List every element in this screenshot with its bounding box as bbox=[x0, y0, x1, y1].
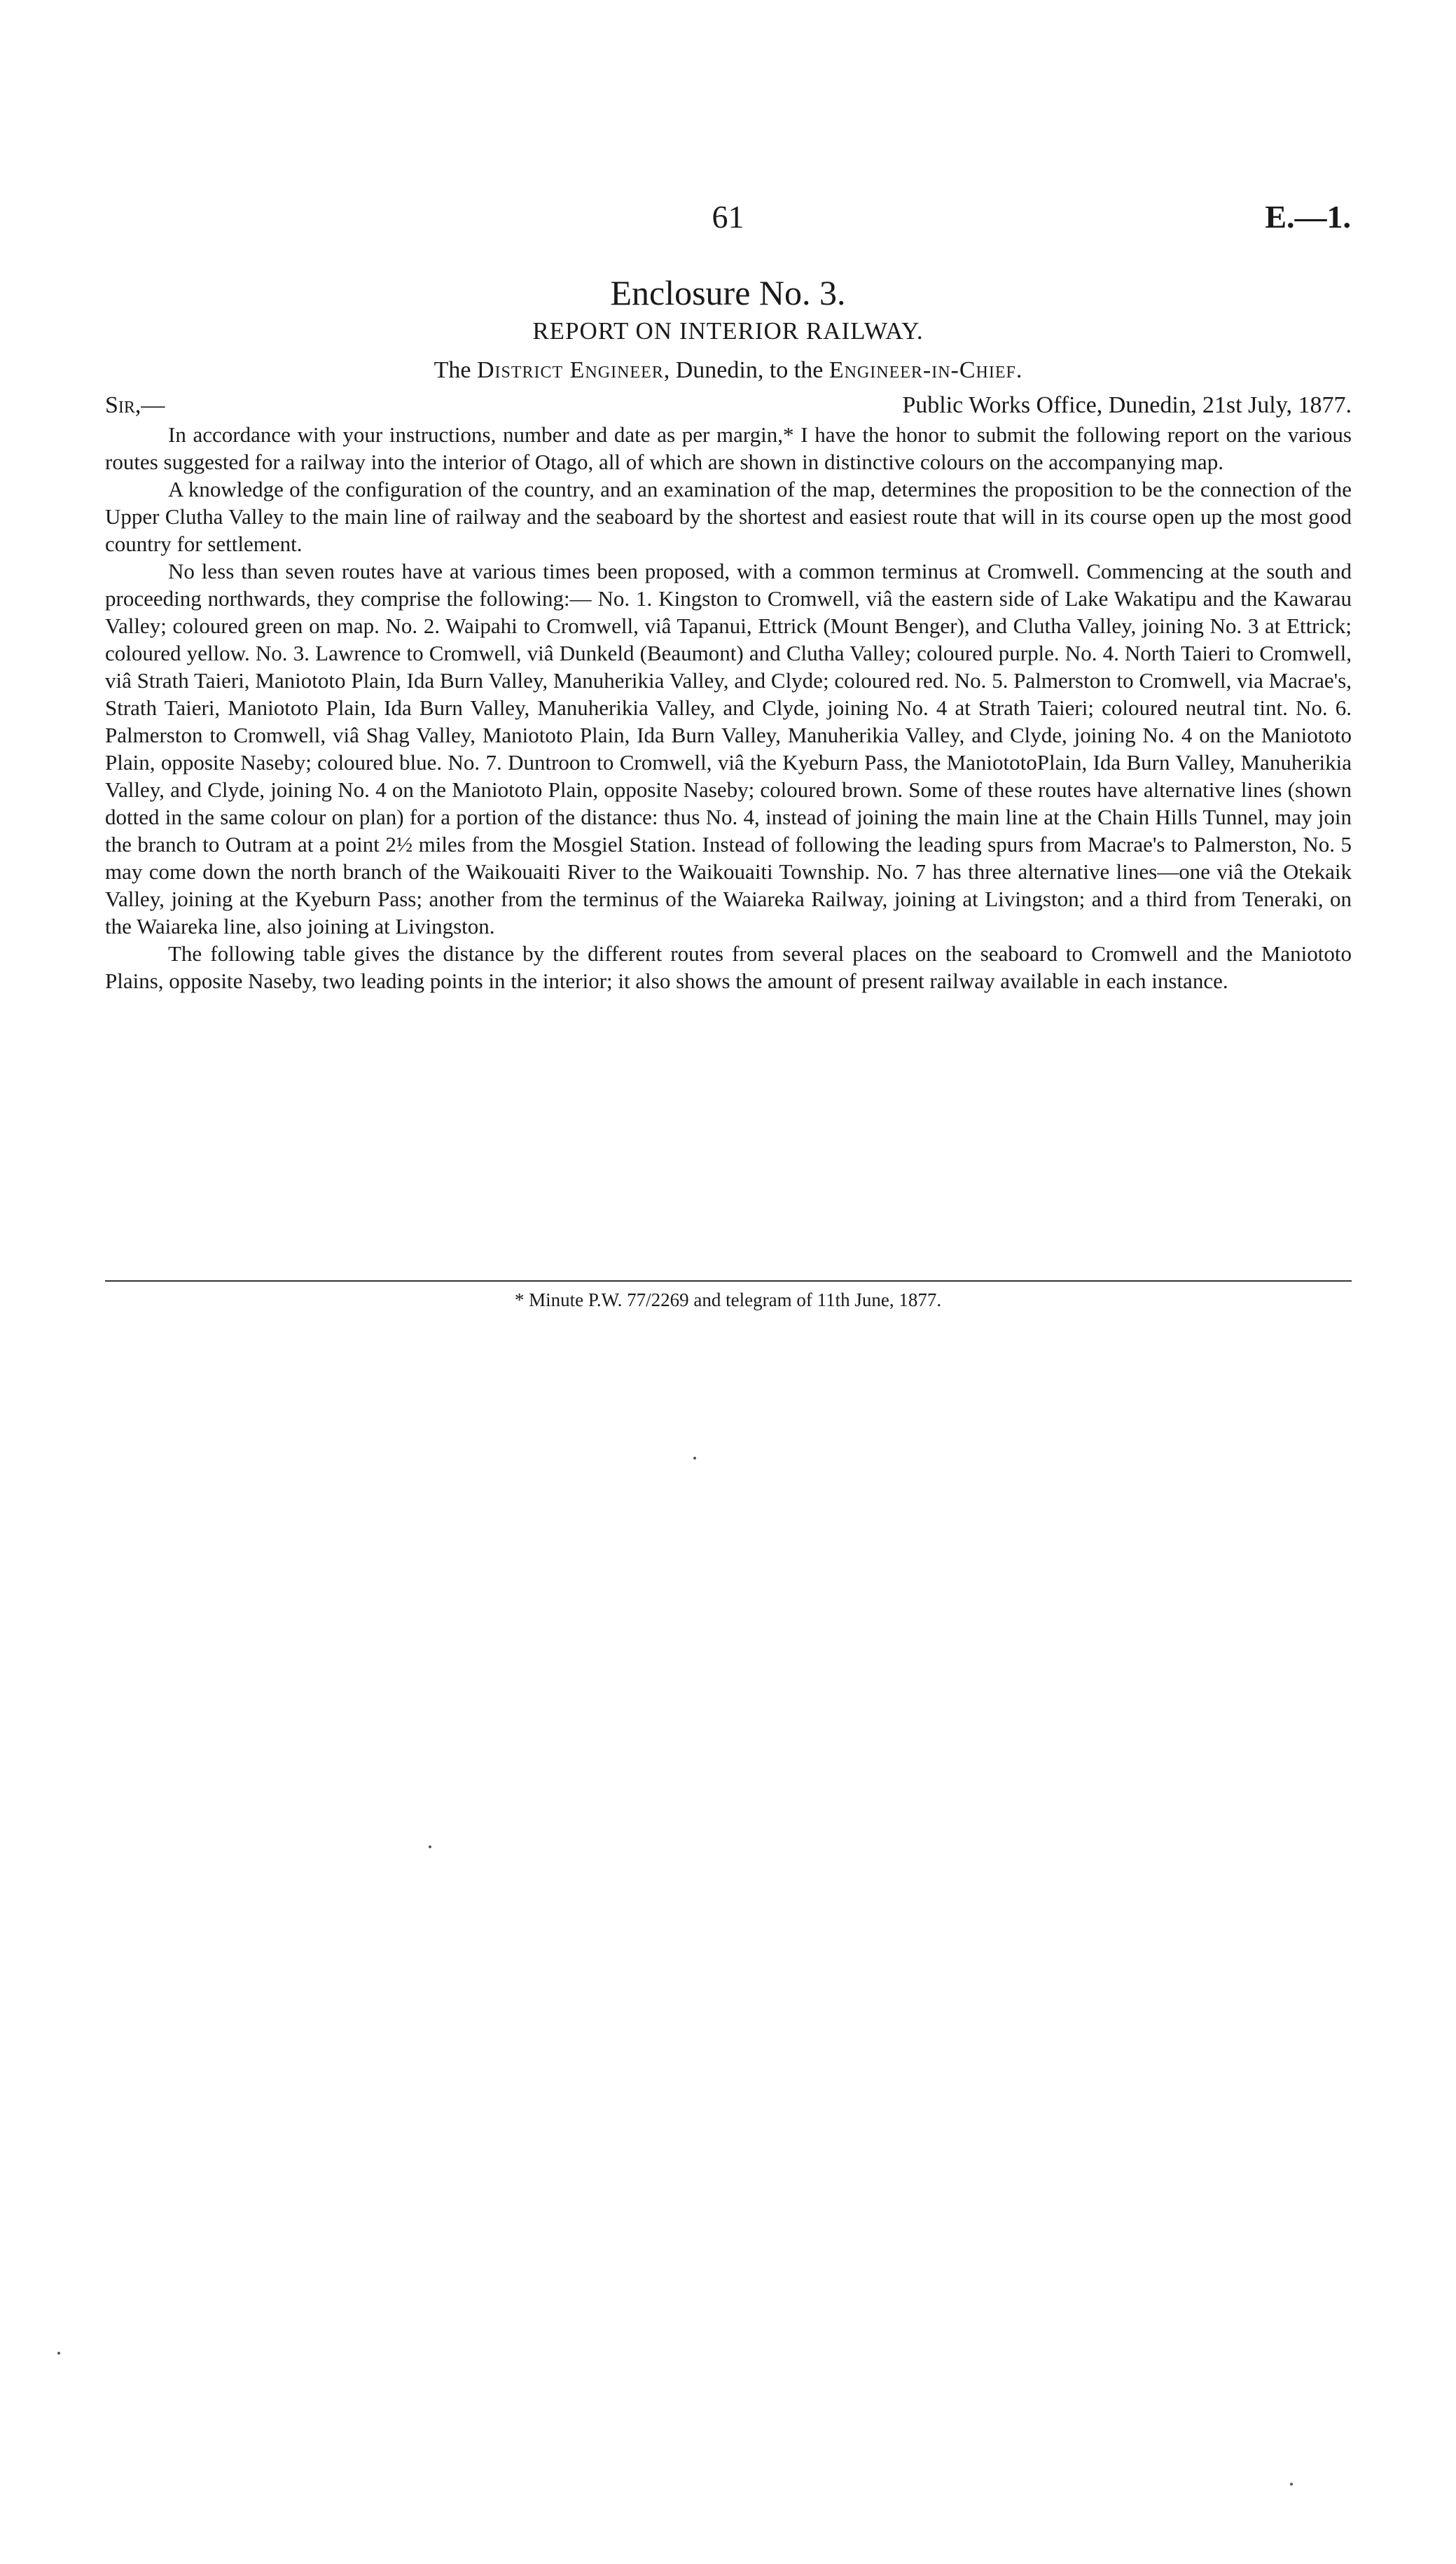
dateline: Public Works Office, Dunedin, 21st July, 1877. bbox=[902, 392, 1352, 418]
paper-speck bbox=[429, 1845, 431, 1848]
paper-speck bbox=[1290, 2483, 1293, 2486]
from-to-prefix: The bbox=[434, 357, 477, 383]
salutation: Sir,— bbox=[105, 392, 165, 418]
paper-speck bbox=[57, 2352, 60, 2355]
footnote: * Minute P.W. 77/2269 and telegram of 11th June, 1877. bbox=[514, 1289, 942, 1310]
report-title: REPORT ON INTERIOR RAILWAY. bbox=[532, 317, 924, 345]
enclosure-title: Enclosure No. 3. bbox=[610, 273, 846, 312]
sender-title: District Engineer bbox=[476, 357, 664, 383]
letter-body bbox=[105, 421, 1352, 995]
from-to-suffix: . bbox=[1015, 357, 1022, 383]
from-to-line bbox=[0, 354, 1456, 387]
from-to-middle: , Dunedin, to the bbox=[663, 357, 829, 383]
paragraph-configuration: A knowledge of the configuration of the country, and an examination of the map, determines the proposition to be the connection of the Upper Clutha Valley to the main line of railway and the seaboard by the shortest and easiest route that will in its course open up the most good country for settlement. bbox=[105, 477, 1352, 556]
page-number: 61 bbox=[712, 199, 744, 235]
paragraph-table-intro: The following table gives the distance by the different routes from several places on the seaboard to Cromwell and the Maniototo Plains, opposite Naseby, two leading points in the interior; it also shows the amount of present railway available in each instance. bbox=[105, 941, 1352, 993]
paragraph-instructions: In accordance with your instructions, number and date as per margin,* I have the honor to submit the following report on the various routes suggested for a railway into the interior of Otago, all of which are shown in distinctive colours on the accompanying map. bbox=[105, 422, 1352, 474]
paragraph-routes: No less than seven routes have at various times been proposed, with a common terminus at Cromwell. Commencing at the south and proceeding northwards, they comprise the following:— No. 1. Kingston to Cromwell, viâ the eastern side of Lake Wakatipu and the Kawarau Valley; coloured green on map. No. 2. Waipahi to Cromwell, viâ Tapanui, Ettrick (Mount Benger), and Clutha Valley, joining No. 3 at Ettrick; coloured yellow. No. 3. Lawrence to Cromwell, viâ Dunkeld (Beaumont) and Clutha Valley; coloured purple. No. 4. North Taieri to Cromwell, viâ Strath Taieri, Maniototo Plain, Ida Burn Valley, Manuherikia Valley, and Clyde; coloured red. No. 5. Palmerston to Cromwell, via Macrae's, Strath Taieri, Maniototo Plain, Ida Burn Valley, Manuherikia Valley, and Clyde, joining No. 4 at Strath Taieri; coloured neutral tint. No. 6. Palmerston to Cromwell, viâ Shag Valley, Maniototo Plain, Ida Burn Valley, Manuherikia Valley, and Clyde, joining No. 4 on the Maniototo Plain, opposite Naseby; coloured blue. No. 7. Duntroon to Cromwell, viâ the Kyeburn Pass, the ManiototoPlain, Ida Burn Valley, Manuherikia Valley, and Clyde, joining No. 4 on the Maniototo Plain, opposite Naseby; coloured brown. Some of these routes have alternative lines (shown dotted in the same colour on plan) for a portion of the distance: thus No. 4, instead of joining the main line at the Chain Hills Tunnel, may join the branch to Outram at a point 2½ miles from the Mosgiel Station. Instead of following the leading spurs from Macrae's to Palmerston, No. 5 may come down the north branch of the Waikouaiti River to the Waikouaiti Township. No. 7 has three alternative lines—one viâ the Otekaik Valley, joining at the Kyeburn Pass; another from the terminus of the Waiareka Railway, joining at Livingston; and a third from Teneraki, on the Waiareka line, also joining at Livingston. bbox=[105, 559, 1352, 938]
footnote-rule bbox=[105, 1280, 1352, 1282]
recipient-title: Engineer-in-Chief bbox=[828, 357, 1016, 383]
paper-speck bbox=[693, 1457, 696, 1460]
document-code: E.—1. bbox=[1265, 199, 1351, 235]
